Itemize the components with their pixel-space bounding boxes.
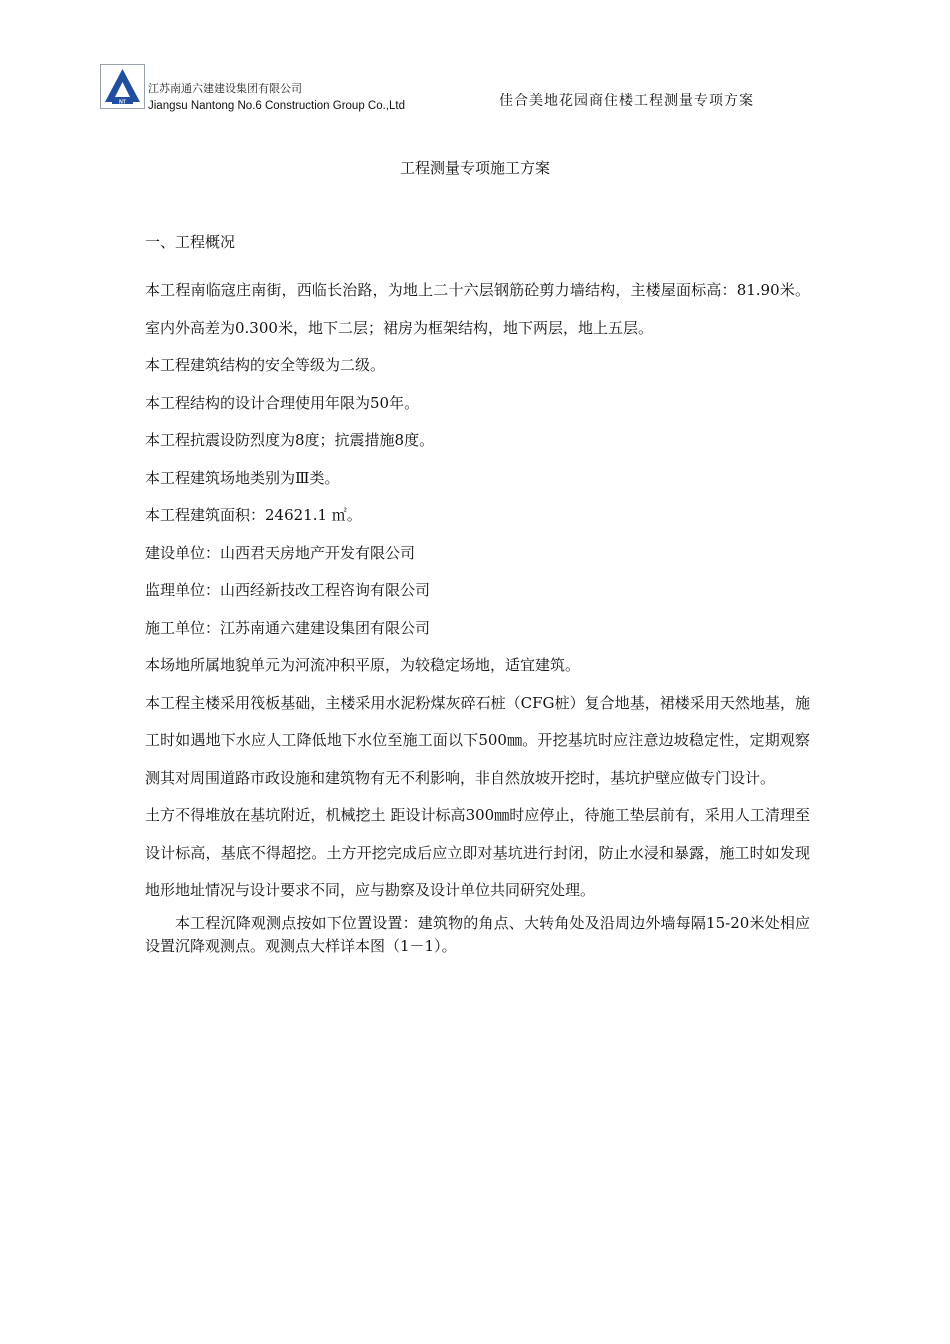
section-heading: 一、工程概况 (145, 233, 236, 251)
paragraph-earthwork: 土方不得堆放在基坑附近，机械挖土 距设计标高300㎜时应停止，待施工垫层前有，采用人工清理至设计标高，基底不得超挖。土方开挖完成后应立即对基坑进行封闭，防止水浸和暴露，施工时如发现地形地址情况与设计要求不同，应与勘察及设计单位共同研究处理。 (145, 806, 810, 899)
paragraph-settlement-points: 本工程沉降观测点按如下位置设置：建筑物的角点、大转角处及沿周边外墙每隔15-20米处相应设置沉降观测点。观测点大样详本图（1－1）。 (145, 913, 810, 955)
paragraph-safety-grade: 本工程建筑结构的安全等级为二级。 (145, 356, 386, 374)
company-name-en: Jiangsu Nantong No.6 Construction Group Co.,Ltd (148, 100, 405, 112)
logo-text: NT (119, 99, 126, 106)
paragraph-floor-area: 本工程建筑面积：24621.1 ㎡。 (145, 506, 362, 524)
paragraph-supervisor: 监理单位：山西经新技改工程咨询有限公司 (145, 581, 431, 599)
document-header-title: 佳合美地花园商住楼工程测量专项方案 (499, 93, 754, 109)
triangle-logo-icon (101, 65, 144, 108)
paragraph-design-life: 本工程结构的设计合理使用年限为50年。 (145, 393, 420, 412)
paragraph-overview: 本工程南临寇庄南街，西临长治路，为地上二十六层钢筋砼剪力墙结构，主楼屋面标高：81.90米。室内外高差为0.300米，地下二层；裙房为框架结构，地下两层，地上五层。 (145, 281, 810, 337)
company-logo (100, 64, 145, 109)
paragraph-site-class: 本工程建筑场地类别为Ⅲ类。 (145, 468, 340, 487)
company-name-cn: 江苏南通六建建设集团有限公司 (148, 82, 302, 95)
paragraph-landform: 本场地所属地貌单元为河流冲积平原，为较稳定场地，适宜建筑。 (145, 656, 581, 674)
paragraph-owner: 建设单位：山西君天房地产开发有限公司 (145, 543, 416, 562)
paragraph-foundation: 本工程主楼采用筏板基础，主楼采用水泥粉煤灰碎石桩（CFG桩）复合地基，裙楼采用天然地基，施工时如遇地下水应人工降低地下水位至施工面以下500㎜。开挖基坑时应注意边坡稳定性，定期观察测其对周围道路市政设施和建筑物有无不利影响，非自然放坡开挖时，基坑护壁应做专门设计。 (145, 693, 810, 787)
paragraph-seismic: 本工程抗震设防烈度为8度；抗震措施8度。 (145, 431, 435, 449)
document-body (145, 230, 810, 958)
page-title: 工程测量专项施工方案 (399, 159, 550, 177)
page-header (100, 64, 820, 116)
paragraph-contractor: 施工单位：江苏南通六建建设集团有限公司 (145, 618, 431, 637)
